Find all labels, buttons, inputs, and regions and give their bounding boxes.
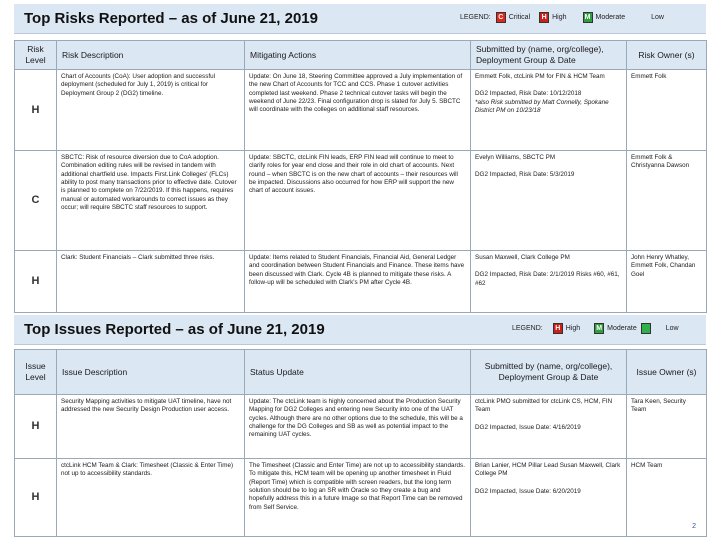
- submitted-name: Brian Lanier, HCM Pillar Lead Susan Maxwell, Clark College PM: [475, 462, 621, 478]
- legend-low-swatch: [641, 323, 651, 334]
- table-row: [15, 251, 707, 313]
- risks-legend: [460, 12, 673, 23]
- legend-high-text: High: [565, 325, 581, 332]
- submitted-name: Susan Maxwell, Clark College PM: [475, 254, 570, 261]
- risk-level-badge: H: [15, 251, 57, 313]
- col-header-submitted-by: Submitted by (name, org/college), Deployment Group & Date: [471, 41, 627, 70]
- legend-moderate-text: Moderate: [595, 14, 626, 21]
- table-row: [15, 70, 707, 151]
- legend-low-text: Low: [665, 325, 679, 332]
- risk-description: Chart of Accounts (CoA): User adoption and successful deployment (scheduled for July 1, 2019) is critical for Deployment Group 2 (DG2) timeline.: [57, 70, 245, 151]
- status-update: Update: The ctcLink team is highly concerned about the Production Security Mapping for DG2 Colleges and entering new Security into one of the UAT cycles. Although there are no other options due to the schedule, this will be a challenge for the DG Colleges and SB as well as potential impact to the remaining UAT cycles.: [245, 395, 471, 459]
- col-header-issue-owner: Issue Owner (s): [627, 350, 707, 395]
- mitigating-actions: Update: SBCTC, ctcLink FIN leads, ERP FIN lead will continue to meet to clarify roles for year end close and their role in old chart of accounts. Next round – when SBCTC is on the new chart of accounts – their resources will be impacted. Discussions also occurred for how ERP will support the new chart of account issues.: [245, 151, 471, 251]
- risks-header-row: [15, 41, 707, 70]
- table-row: [15, 395, 707, 459]
- legend-label: LEGEND:: [460, 14, 491, 21]
- submitted-date: DG2 Impacted, Risk Date: 2/1/2019 Risks #60, #61, #62: [475, 271, 620, 287]
- mitigating-actions: Update: On June 18, Steering Committee approved a July implementation of the new Chart of Accounts for TCC and CCS. Phase 1 cutover activities completed last weekend. Phase 2 technical cutover tasks will begin the weekend of June 22/23. Final configuration drop is slated for July 5. SBCTC will coordinate with the colleges on additional staff resources.: [245, 70, 471, 151]
- legend-critical-swatch: C: [496, 12, 506, 23]
- submitted-by: [471, 70, 627, 151]
- col-header-mitigating-actions: Mitigating Actions: [245, 41, 471, 70]
- col-header-status-update: Status Update: [245, 350, 471, 395]
- table-row: [15, 459, 707, 537]
- issue-owner: Tara Keen, Security Team: [627, 395, 707, 459]
- status-update: The Timesheet (Classic and Enter Time) are not up to accessibility standards. To mitigate this, HCM team will be opening up another timesheet in Fluid (Report Time) which is compatible with screen readers, but the long term solution should be to log an SR with Oracle so they create a bug and hopefully address this in a future Image so that Report Time can be removed from Self Service.: [245, 459, 471, 537]
- legend-low-text: Low: [651, 14, 664, 21]
- legend-moderate-swatch: M: [583, 12, 593, 23]
- submitted-by: [471, 395, 627, 459]
- col-header-submitted-by: Submitted by (name, org/college), Deployment Group & Date: [471, 350, 627, 395]
- legend-high-swatch: H: [539, 12, 549, 23]
- risk-owner: Emmett Folk & Christyanna Dawson: [627, 151, 707, 251]
- legend-critical-text: Critical: [508, 14, 531, 21]
- col-header-issue-description: Issue Description: [57, 350, 245, 395]
- issue-level-badge: H: [15, 395, 57, 459]
- submitted-by: [471, 251, 627, 313]
- risk-description: SBCTC: Risk of resource diversion due to CoA adoption. Combination editing rules will be revised in tandem with additional chartfield use. Impacts First.Link Colleges' (FLCs) ability to post many transactions prior to effective date. Cutover is planned to complete on 7/22/2019. If this happens, requires manual or automated workarounds to correct issues as they occur; will require SBCTC staff resources to support.: [57, 151, 245, 251]
- risk-level-badge: H: [15, 70, 57, 151]
- col-header-risk-description: Risk Description: [57, 41, 245, 70]
- submitted-name: ctcLink PMO submitted for ctcLink CS, HCM, FIN Team: [475, 398, 613, 414]
- submitted-name: Emmett Folk, ctcLink PM for FIN & HCM Team: [475, 73, 605, 80]
- issues-title: Top Issues Reported – as of June 21, 2019: [24, 321, 325, 338]
- issue-description: ctcLink HCM Team & Clark: Timesheet (Classic & Enter Time) not up to accessibility standards.: [57, 459, 245, 537]
- submitted-date: DG2 Impacted, Risk Date: 10/12/2018: [475, 90, 582, 98]
- submitted-date: DG2 Impacted, Risk Date: 5/3/2019: [475, 171, 575, 179]
- page-number: 2: [692, 523, 696, 530]
- issues-section-header: [14, 315, 706, 345]
- legend-high-swatch: H: [553, 323, 563, 334]
- mitigating-actions: Update: Items related to Student Financials, Financial Aid, General Ledger and coordination between Student Financials and Finance. These items have been discussed with Clark. Cycle 4B is planned to mitigate these risks. A follow-up will be scheduled with Clark's PM after Cycle 4B.: [245, 251, 471, 313]
- col-header-risk-owner: Risk Owner (s): [627, 41, 707, 70]
- issue-owner: HCM Team: [627, 459, 707, 537]
- issues-legend: [512, 323, 688, 334]
- col-header-issue-level: Issue Level: [15, 350, 57, 395]
- risk-level-badge: C: [15, 151, 57, 251]
- submitted-by: [471, 459, 627, 537]
- risks-title: Top Risks Reported – as of June 21, 2019: [24, 10, 318, 27]
- legend-moderate-text: Moderate: [607, 325, 637, 332]
- legend-high-text: High: [552, 14, 567, 21]
- risks-section-header: [14, 4, 706, 34]
- risk-owner: John Henry Whatley, Emmett Folk, Chandan Goel: [627, 251, 707, 313]
- issues-table: [14, 349, 707, 537]
- legend-label: LEGEND:: [512, 325, 543, 332]
- submitted-name: Evelyn Williams, SBCTC PM: [475, 154, 556, 161]
- issues-header-row: [15, 350, 707, 395]
- risk-owner: Emmett Folk: [627, 70, 707, 151]
- legend-moderate-swatch: M: [594, 323, 604, 334]
- risk-description: Clark: Student Financials – Clark submitted three risks.: [57, 251, 245, 313]
- issue-description: Security Mapping activities to mitigate UAT timeline, have not addressed the new Security Design Production user access.: [57, 395, 245, 459]
- risks-table: [14, 40, 707, 313]
- submitted-date: DG2 Impacted, Issue Date: 6/20/2019: [475, 487, 581, 495]
- col-header-risk-level: Risk Level: [15, 41, 57, 70]
- submitted-by: [471, 151, 627, 251]
- submitted-date: DG2 Impacted, Issue Date: 4/16/2019: [475, 423, 581, 431]
- issue-level-badge: H: [15, 459, 57, 537]
- table-row: [15, 151, 707, 251]
- submitted-note: *also Risk submitted by Matt Connelly, Spokane District PM on 10/23/18: [475, 98, 609, 115]
